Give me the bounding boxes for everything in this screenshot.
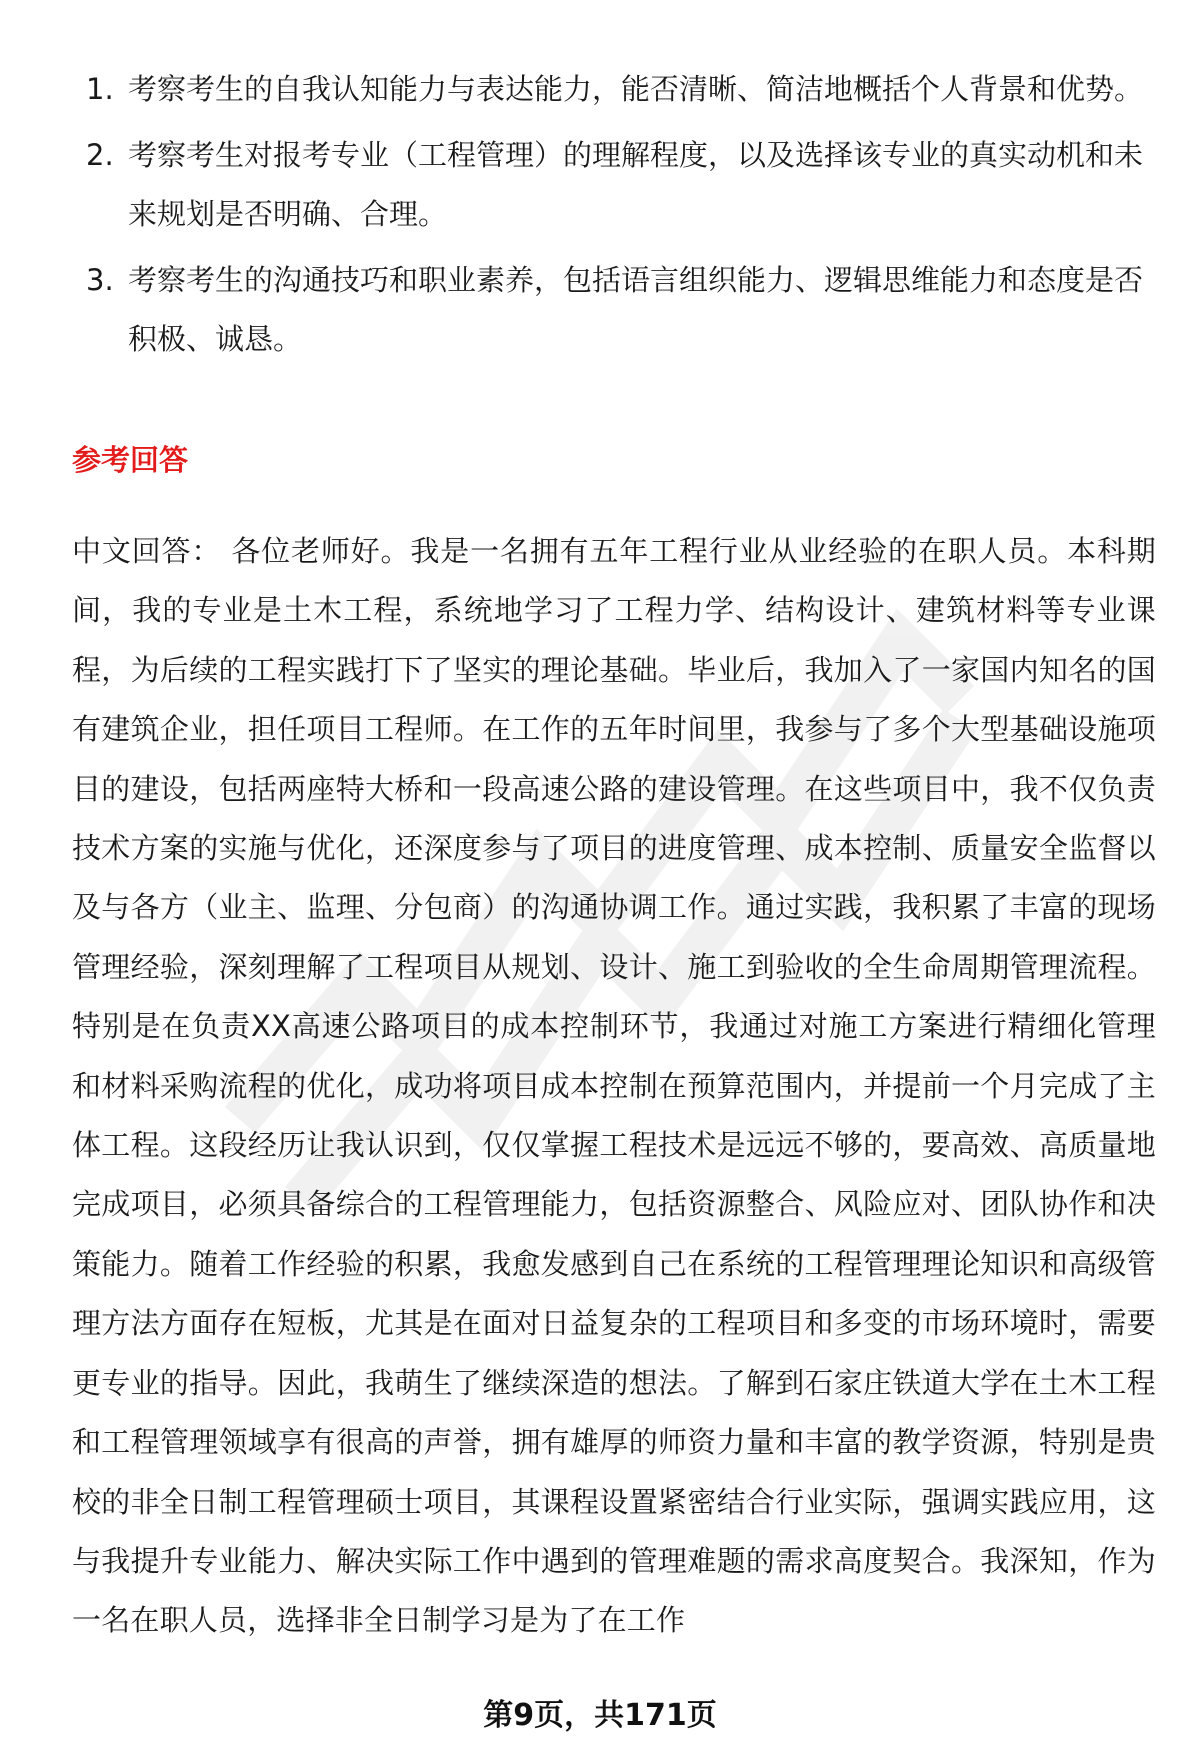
criteria-text: 考察考生的沟通技巧和职业素养，包括语言组织能力、逻辑思维能力和态度是否积极、诚恳。 — [128, 263, 1144, 356]
criteria-item — [72, 251, 1152, 369]
answer-paragraph — [72, 522, 1156, 1651]
criteria-list — [72, 60, 1152, 376]
criteria-number: 3. — [86, 263, 114, 297]
criteria-number: 1. — [86, 72, 114, 106]
criteria-item — [72, 60, 1152, 119]
section-heading: 参考回答 — [72, 443, 189, 477]
criteria-item — [72, 126, 1152, 244]
page-footer: 第9页，共171页 — [483, 1698, 717, 1733]
criteria-text: 考察考生对报考专业（工程管理）的理解程度，以及选择该专业的真实动机和未来规划是否明确、合理。 — [128, 138, 1144, 231]
answer-prefix: 中文回答： — [72, 534, 222, 568]
answer-body: 各位老师好。我是一名拥有五年工程行业从业经验的在职人员。本科期间，我的专业是土木工程，系统地学习了工程力学、结构设计、建筑材料等专业课程，为后续的工程实践打下了坚实的理论基础。毕业后，我加入了一家国内知名的国有建筑企业，担任项目工程师。在工作的五年时间里，我参与了多个大型基础设施项目的建设，包括两座特大桥和一段高速公路的建设管理。在这些项目中，我不仅负责技术方案的实施与优化，还深度参与了项目的进度管理、成本控制、质量安全监督以及与各方（业主、监理、分包商）的沟通协调工作。通过实践，我积累了丰富的现场管理经验，深刻理解了工程项目从规划、设计、施工到验收的全生命周期管理流程。特别是在负责XX高速公路项目的成本控制环节，我通过对施工方案进行精细化管理和材料采购流程的优化，成功将项目成本控制在预算范围内，并提前一个月完成了主体工程。这段经历让我认识到，仅仅掌握工程技术是远远不够的，要高效、高质量地完成项目，必须具备综合的工程管理能力，包括资源整合、风险应对、团队协作和决策能力。随着工作经验的积累，我愈发感到自己在系统的工程管理理论知识和高级管理方法方面存在短板，尤其是在面对日益复杂的工程项目和多变的市场环境时，需要更专业的指导。因此，我萌生了继续深造的想法。了解到石家庄铁道大学在土木工程和工程管理领域享有很高的声誉，拥有雄厚的师资力量和丰富的教学资源，特别是贵校的非全日制工程管理硕士项目，其课程设置紧密结合行业实际，强调实践应用，这与我提升专业能力、解决实际工作中遇到的管理难题的需求高度契合。我深知，作为一名在职人员，选择非全日制学习是为了在工作 — [72, 534, 1156, 1638]
criteria-text: 考察考生的自我认知能力与表达能力，能否清晰、简洁地概括个人背景和优势。 — [128, 72, 1144, 106]
criteria-number: 2. — [86, 138, 114, 172]
